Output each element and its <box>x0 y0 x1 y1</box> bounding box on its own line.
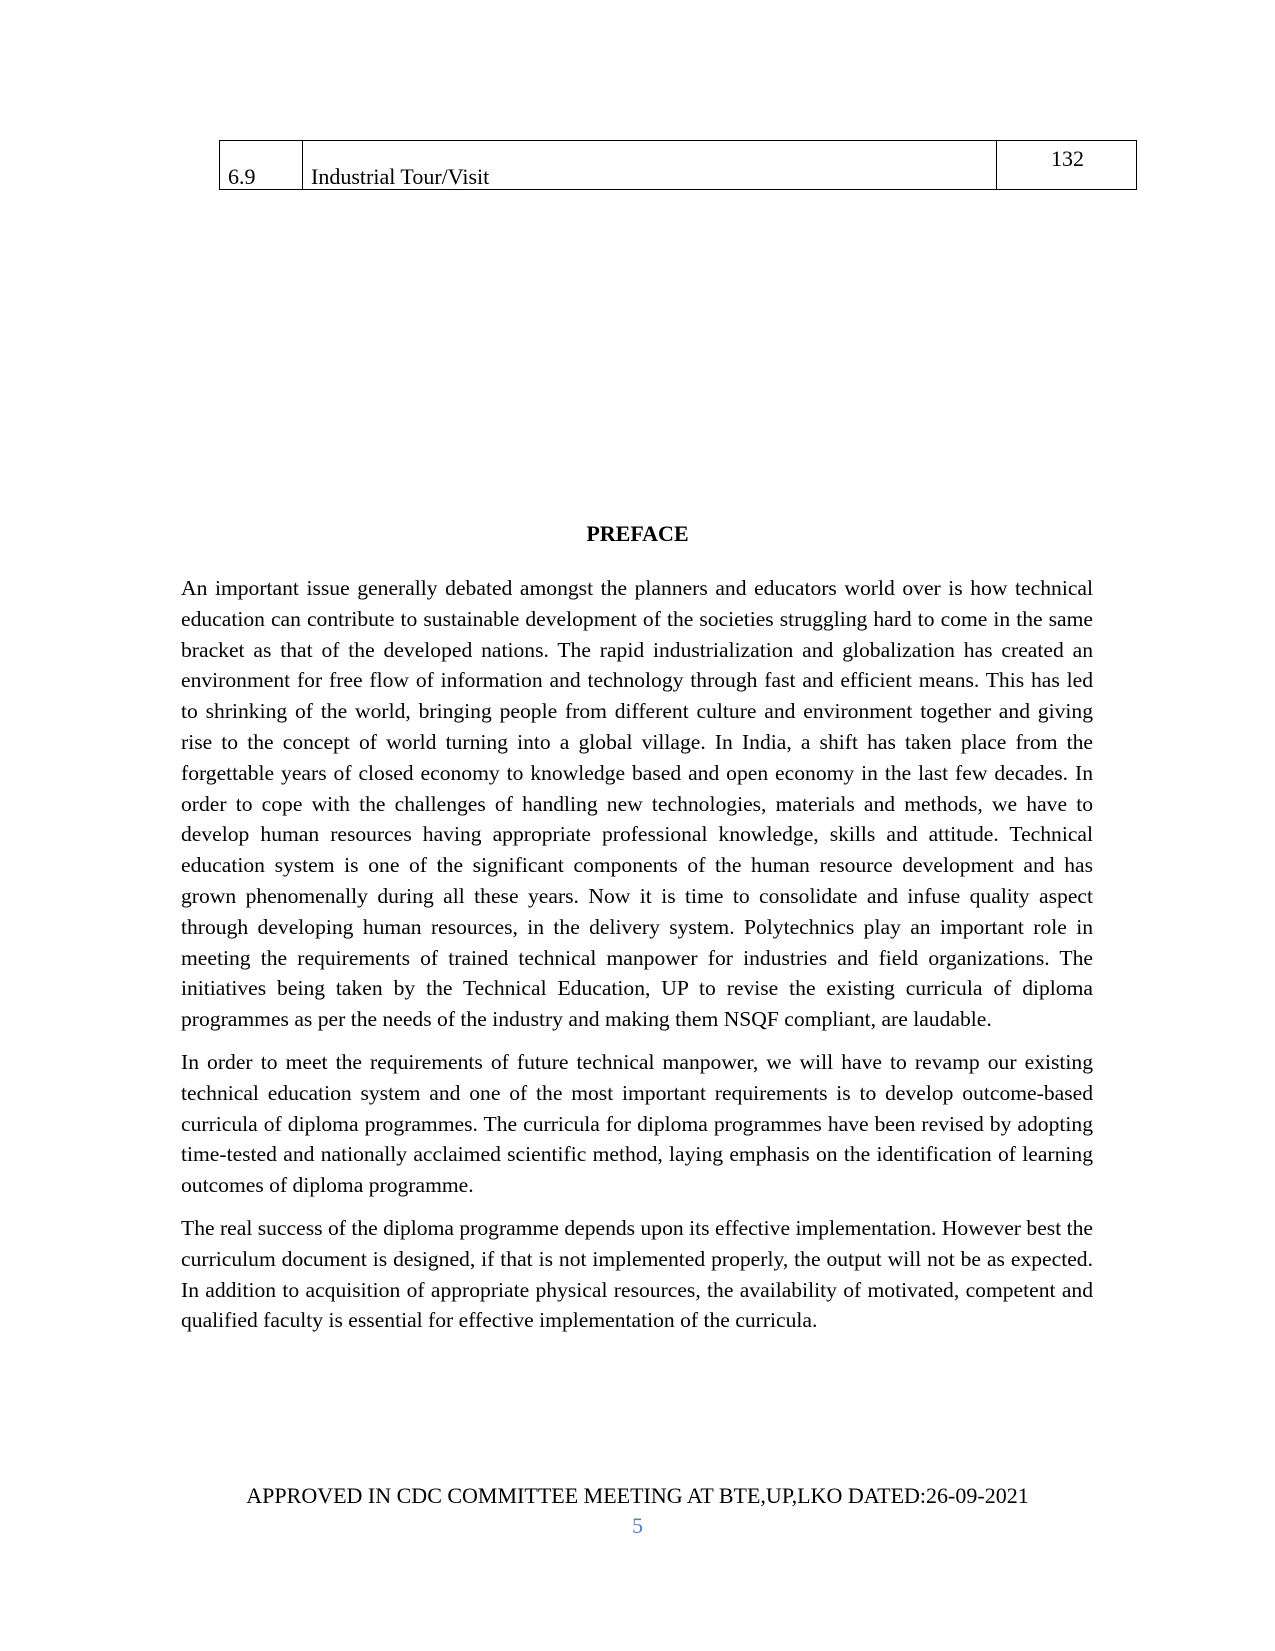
section-number-cell <box>220 141 303 190</box>
table-row <box>220 141 1137 190</box>
page-number-cell <box>997 141 1137 190</box>
approval-footer: APPROVED IN CDC COMMITTEE MEETING AT BTE,UP,LKO DATED:26-09-2021 <box>246 1483 1029 1508</box>
preface-paragraph: The real success of the diploma programme depends upon its effective implementation. However best the curriculum document is designed, if that is not implemented properly, the output will not be as expected. In addition to acquisition of appropriate physical resources, the availability of motivated, competent and qualified faculty is essential for effective implementation of the curricula. <box>181 1215 1093 1333</box>
preface-paragraph: An important issue generally debated amongst the planners and educators world over is how technical education can contribute to sustainable development of the societies struggling hard to come in the same bracket as that of the developed nations. The rapid industrialization and globalization has created an environment for free flow of information and technology through fast and efficient means. This has led to shrinking of the world, bringing people from different culture and environment together and giving rise to the concept of world turning into a global village. In India, a shift has taken place from the forgettable years of closed economy to knowledge based and open economy in the last few decades. In order to cope with the challenges of handling new technologies, materials and methods, we have to develop human resources having appropriate professional knowledge, skills and attitude. Technical education system is one of the significant components of the human resource development and has grown phenomenally during all these years. Now it is time to consolidate and infuse quality aspect through developing human resources, in the delivery system. Polytechnics play an important role in meeting the requirements of trained technical manpower for industries and field organizations. The initiatives being taken by the Technical Education, UP to revise the existing curricula of diploma programmes as per the needs of the industry and making them NSQF compliant, are laudable. <box>181 576 1093 1032</box>
section-page: 132 <box>1051 146 1084 171</box>
preface-heading: PREFACE <box>586 521 689 546</box>
section-number: 6.9 <box>228 164 256 189</box>
contents-table <box>219 140 1137 190</box>
section-title: Industrial Tour/Visit <box>311 164 490 189</box>
preface-paragraph: In order to meet the requirements of future technical manpower, we will have to revamp our existing technical education system and one of the most important requirements is to develop outcome-based curricula of diploma programmes. The curricula for diploma programmes have been revised by adopting time-tested and nationally acclaimed scientific method, laying emphasis on the identification of learning outcomes of diploma programme. <box>181 1049 1093 1198</box>
preface-body <box>181 573 1093 1348</box>
page-number: 5 <box>632 1513 643 1538</box>
section-title-cell <box>303 141 997 190</box>
